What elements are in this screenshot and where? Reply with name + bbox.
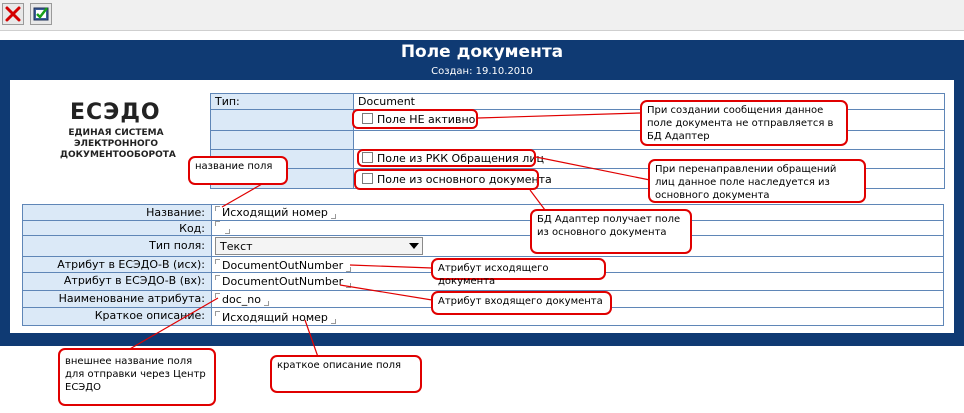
field-type-value: Текст — [220, 240, 253, 253]
inactive-checkbox-label: Поле НЕ активно — [377, 113, 476, 126]
inactive-highlight — [352, 109, 478, 129]
type-value: Document — [353, 93, 945, 110]
code-label: Код: — [22, 220, 212, 236]
callout-attr-out-note: Атрибут исходящего документа — [431, 258, 606, 280]
attr-name-value: doc_no — [222, 293, 261, 306]
logo-name: ЕСЭДО — [70, 100, 161, 125]
name-value: Исходящий номер — [222, 206, 328, 219]
rkk-highlight — [357, 149, 536, 167]
logo-subtitle-line: ЕДИНАЯ СИСТЕМА — [68, 128, 164, 138]
main-doc-highlight — [354, 169, 539, 190]
attr-in-value: DocumentOutNumber — [222, 275, 344, 288]
callout-short-desc-note: краткое описание поля — [270, 355, 422, 393]
short-desc-label: Краткое описание: — [22, 307, 212, 326]
field-type-label: Тип поля: — [22, 235, 212, 257]
rkk-checkbox-label: Поле из РКК Обращения лиц — [377, 152, 544, 165]
type-label: Тип: — [210, 93, 354, 110]
callout-external-name-note: внешнее название поля для отправки через Центр ЕСЭДО — [58, 348, 216, 406]
attr-in-label: Атрибут в ЕСЭДО-В (вх): — [22, 272, 212, 291]
callout-field-name: название поля — [188, 156, 288, 185]
attr-out-value: DocumentOutNumber — [222, 259, 344, 272]
attr-name-label: Наименование атрибута: — [22, 290, 212, 308]
page-title: Поле документа — [400, 42, 564, 62]
callout-redirect-note: При перенаправлении обращений лиц данное поле наследуется из основного документа — [648, 159, 866, 203]
callout-inactive-note: При создании сообщения данное поле документа не отправляется в БД Адаптер — [640, 100, 848, 146]
logo-subtitle-line: ЭЛЕКТРОННОГО — [73, 139, 159, 149]
name-label: Название: — [22, 204, 212, 221]
created-date: Создан: 19.10.2010 — [431, 66, 533, 77]
callout-attr-in-note: Атрибут входящего документа — [431, 291, 612, 315]
callout-bd-adapter-note: БД Адаптер получает поле из основного документа — [530, 209, 692, 254]
attr-out-label: Атрибут в ЕСЭДО-В (исх): — [22, 256, 212, 273]
main-doc-checkbox-label: Поле из основного документа — [377, 173, 552, 186]
short-desc-value: Исходящий номер — [222, 311, 328, 324]
logo-subtitle-line: ДОКУМЕНТООБОРОТА — [60, 150, 176, 160]
